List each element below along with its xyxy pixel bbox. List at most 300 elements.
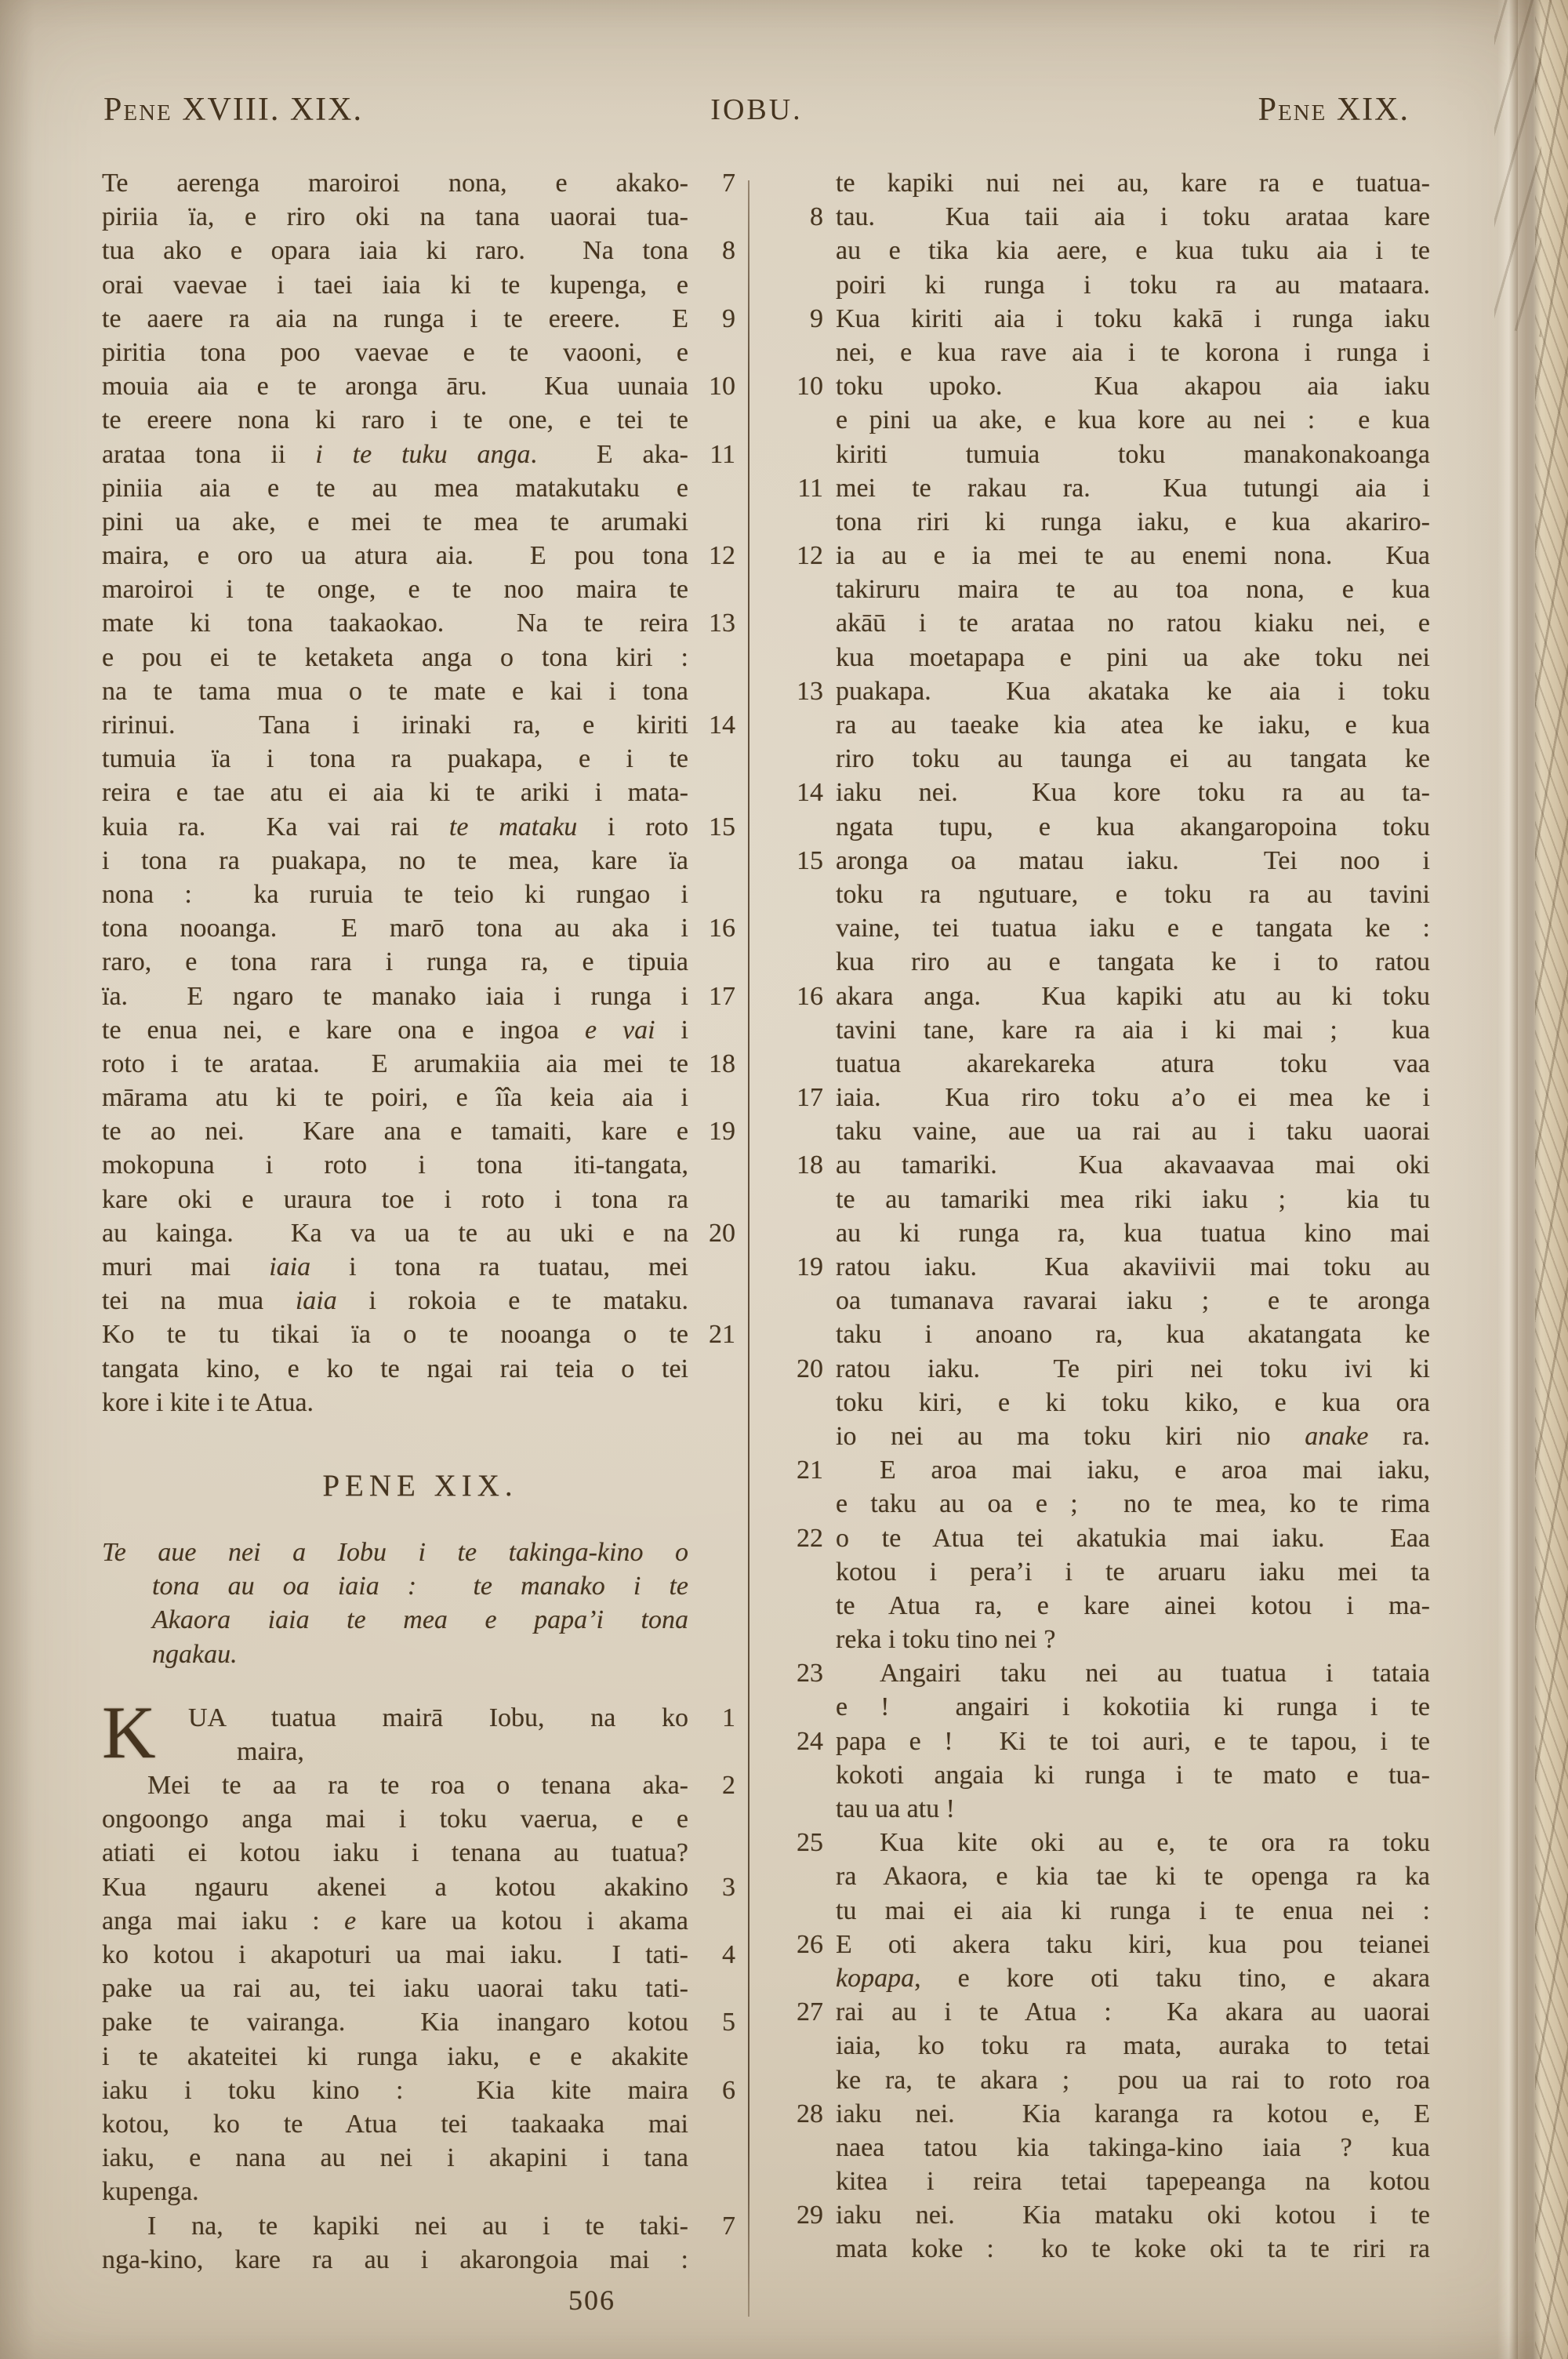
verse-text: kupenga. xyxy=(102,2177,199,2207)
verse-number: 3 xyxy=(722,1872,735,1902)
verse-text: nei, e kua rave aia i te korona i runga i xyxy=(836,337,1430,367)
verse-text: au tamariki. Kua akavaavaa mai oki xyxy=(836,1150,1430,1180)
text-line xyxy=(773,1995,1430,2029)
verse-number xyxy=(773,1894,836,1928)
text-line xyxy=(102,471,739,505)
text-line xyxy=(102,1768,739,1802)
verse-text: papa e ! Ki te toi auri, e te tapou, i te xyxy=(836,1726,1430,1756)
verse-text: iaia. Kua riro toku a’o ei mea ke i xyxy=(836,1083,1430,1113)
verse-number xyxy=(773,742,836,776)
text-line xyxy=(102,1250,739,1284)
verse-number xyxy=(688,1386,739,1419)
verse-number xyxy=(773,708,836,742)
verse-number xyxy=(688,641,739,674)
text-line xyxy=(773,1792,1430,1826)
verse-number xyxy=(688,776,739,809)
verse-number xyxy=(773,1183,836,1216)
verse-number xyxy=(688,1637,739,1671)
verse-text: kopapa, e kore oti taku tino, e akara xyxy=(836,1963,1430,1993)
verse-text: taku vaine, aue ua rai au i taku uaorai xyxy=(836,1117,1430,1147)
text-line xyxy=(773,1284,1430,1318)
text-line xyxy=(102,1114,739,1148)
verse-number: 15 xyxy=(709,812,735,841)
verse-text: kuia ra. Ka vai rai te mataku i roto xyxy=(102,812,688,841)
text-line xyxy=(773,606,1430,640)
text-line xyxy=(773,1081,1430,1114)
verse-number xyxy=(688,878,739,911)
verse-text: iaku i toku kino : Kia kite maira xyxy=(102,2075,688,2105)
verse-text: anga mai iaku : e kare ua kotou i akama xyxy=(102,1906,688,1936)
text-line xyxy=(102,742,739,776)
text-line xyxy=(773,369,1430,403)
verse-text: Ko te tu tikai ïa o te nooanga o te xyxy=(102,1320,688,1350)
verse-text: nona : ka ruruia te teio ki rungao i xyxy=(102,879,688,909)
text-line xyxy=(102,1284,739,1318)
text-line xyxy=(773,572,1430,606)
verse-text: oa tumanava ravarai iaku ; e te aronga xyxy=(836,1286,1430,1316)
verse-text: ngata tupu, e kua akangaropoina toku xyxy=(836,812,1430,841)
verse-text: e ! angairi i kokotiia ki runga i te xyxy=(836,1692,1430,1722)
verse-text: toku kiri, e ki toku kiko, e kua ora xyxy=(836,1387,1430,1417)
text-line xyxy=(773,302,1430,336)
verse-number xyxy=(773,2029,836,2063)
text-line xyxy=(102,1047,739,1081)
verse-text: Akaora iaia te mea e papa’i tona xyxy=(152,1605,688,1635)
verse-text: kare oki e uraura toe i roto i tona ra xyxy=(102,1184,688,1214)
text-line xyxy=(102,1701,739,1735)
verse-number xyxy=(688,2175,739,2208)
verse-number xyxy=(773,1419,836,1453)
verse-text: raro, e tona rara i runga ra, e tipuia xyxy=(102,947,688,977)
verse-number: 19 xyxy=(797,1252,823,1281)
verse-number xyxy=(688,1802,739,1836)
verse-number xyxy=(688,844,739,878)
text-line xyxy=(102,505,739,539)
text-line xyxy=(773,2063,1430,2097)
verse-text: na te tama mua o te mate e kai i tona xyxy=(102,676,688,706)
verse-number xyxy=(688,572,739,606)
verse-number: 22 xyxy=(797,1523,823,1553)
text-line xyxy=(773,641,1430,674)
verse-text: ngakau. xyxy=(152,1639,238,1669)
drop-cap-initial: K xyxy=(102,1690,156,1774)
text-line xyxy=(773,911,1430,945)
text-line xyxy=(102,572,739,606)
verse-text: piniia aia e te au mea matakutaku e xyxy=(102,473,688,503)
verse-number xyxy=(773,641,836,674)
verse-text: maira, e oro ua atura aia. E pou tona xyxy=(102,541,688,571)
verse-number xyxy=(688,1250,739,1284)
text-line xyxy=(773,234,1430,267)
verse-text: orai vaevae i taei iaia ki te kupenga, e xyxy=(102,270,688,300)
text-line xyxy=(102,1802,739,1836)
verse-text: pini ua ake, e mei te mea te arumaki xyxy=(102,507,688,536)
text-line xyxy=(773,810,1430,844)
text-line xyxy=(102,2243,739,2277)
verse-number xyxy=(688,1603,739,1637)
text-line xyxy=(773,1656,1430,1690)
verse-text: ongoongo anga mai i toku vaerua, e e xyxy=(102,1805,688,1834)
text-line xyxy=(773,742,1430,776)
text-line xyxy=(773,1352,1430,1386)
text-line xyxy=(773,1961,1430,1995)
verse-text: mei te rakau ra. Kua tutungi aia i xyxy=(836,473,1430,503)
verse-number xyxy=(773,1318,836,1351)
text-line xyxy=(773,1148,1430,1182)
chapter-19-verses-continued xyxy=(773,166,1430,2266)
verse-text: mouia aia e te aronga āru. Kua uunaia xyxy=(102,372,688,402)
text-line xyxy=(773,1928,1430,1961)
verse-text: rai au i te Atua : Ka akara au uaorai xyxy=(836,1997,1430,2027)
verse-number xyxy=(773,810,836,844)
verse-number xyxy=(773,1284,836,1318)
verse-number: 13 xyxy=(797,676,823,706)
verse-text: iaku nei. Kia mataku oki kotou i te xyxy=(836,2201,1430,2230)
text-line xyxy=(773,166,1430,200)
text-line xyxy=(773,1250,1430,1284)
verse-text: ra Akaora, e kia tae ki te openga ra ka xyxy=(836,1862,1430,1892)
verse-number: 19 xyxy=(709,1117,735,1147)
verse-text: Kua ngauru akenei a kotou akakino xyxy=(102,1872,688,1902)
verse-text: tua ako e opara iaia ki raro. Na tona xyxy=(102,236,688,266)
verse-text: tumuia ïa i tona ra puakapa, e i te xyxy=(102,744,688,774)
text-line xyxy=(773,708,1430,742)
verse-number xyxy=(773,2131,836,2165)
text-line xyxy=(773,1894,1430,1928)
verse-number xyxy=(688,336,739,369)
verse-text: e taku au oa e ; no te mea, ko te rima xyxy=(836,1489,1430,1519)
verse-number xyxy=(773,1758,836,1792)
verse-number: 21 xyxy=(709,1320,735,1350)
verse-number xyxy=(773,505,836,539)
text-line xyxy=(773,2131,1430,2165)
verse-text: Kua kite oki au e, te ora ra toku xyxy=(880,1828,1430,1858)
verse-text: tangata kino, e ko te ngai rai teia o tei xyxy=(102,1354,688,1383)
next-page-fore-edge xyxy=(1512,0,1568,2359)
verse-text: akara anga. Kua kapiki atu au ki toku xyxy=(836,981,1430,1011)
text-line xyxy=(102,1735,739,1768)
verse-text: tuatua akarekareka atura toku vaa xyxy=(836,1049,1430,1078)
verse-number xyxy=(773,2063,836,2097)
text-line xyxy=(102,878,739,911)
verse-number xyxy=(688,1972,739,2005)
verse-text: tona riri ki runga iaku, e kua akariro- xyxy=(836,507,1430,536)
verse-text: i te akateitei ki runga iaku, e e akakite xyxy=(102,2041,688,2071)
verse-text: ke ra, te akara ; pou ua rai to roto roa xyxy=(836,2065,1430,2095)
verse-number: 9 xyxy=(810,304,823,333)
verse-number: 1 xyxy=(722,1703,735,1732)
verse-number xyxy=(688,1352,739,1386)
text-line xyxy=(773,1318,1430,1351)
verse-number: 18 xyxy=(797,1150,823,1180)
verse-text: mokopuna i roto i tona iti-tangata, xyxy=(102,1150,688,1180)
text-line xyxy=(102,1569,739,1603)
text-line xyxy=(102,2141,739,2175)
verse-number xyxy=(773,438,836,471)
verse-number: 8 xyxy=(810,202,823,232)
verse-number: 29 xyxy=(797,2201,823,2230)
text-line xyxy=(102,166,739,200)
verse-text: Angairi taku nei au tuatua i tataia xyxy=(880,1659,1430,1688)
verse-text: te kapiki nui nei au, kare ra e tuatua- xyxy=(836,169,1430,198)
verse-number xyxy=(688,1148,739,1182)
text-line xyxy=(773,1859,1430,1893)
verse-text: te enua nei, e kare ona e ingoa e vai i xyxy=(102,1015,688,1045)
verse-number: 20 xyxy=(797,1354,823,1383)
verse-text: tona au oa iaia : te manako i te xyxy=(152,1572,688,1601)
verse-number xyxy=(773,572,836,606)
text-line xyxy=(773,200,1430,234)
text-line xyxy=(773,2097,1430,2131)
text-line xyxy=(773,268,1430,302)
text-line xyxy=(773,1555,1430,1589)
verse-number: 12 xyxy=(709,541,735,571)
verse-number xyxy=(773,403,836,437)
text-line xyxy=(102,1603,739,1637)
verse-text: o te Atua tei akatukia mai iaku. Eaa xyxy=(836,1523,1430,1553)
verse-text: te aaere ra aia na runga i te ereere. E xyxy=(102,304,688,333)
verse-number xyxy=(688,1904,739,1938)
verse-number: 25 xyxy=(797,1828,823,1858)
verse-number xyxy=(688,2040,739,2074)
verse-text: iaku nei. Kia karanga ra kotou e, E xyxy=(836,2099,1430,2128)
verse-number xyxy=(773,336,836,369)
verse-number: 21 xyxy=(797,1456,823,1485)
verse-text: arataa tona ii i te tuku anga. E aka- xyxy=(102,439,688,469)
text-line xyxy=(773,1690,1430,1724)
verse-number xyxy=(773,878,836,911)
verse-number xyxy=(773,606,836,640)
text-line xyxy=(773,1758,1430,1792)
verse-text: ratou iaku. Te piri nei toku ivi ki xyxy=(836,1354,1430,1383)
verse-text: puakapa. Kua akataka ke aia i toku xyxy=(836,676,1430,706)
fore-edge-top-texture xyxy=(1494,0,1541,337)
text-line xyxy=(773,980,1430,1013)
verse-text: aronga oa matau iaku. Tei noo i xyxy=(836,845,1430,875)
verse-text: ko kotou i akapoturi ua mai iaku. I tati- xyxy=(102,1940,688,1969)
text-line xyxy=(102,2074,739,2107)
verse-number: 14 xyxy=(797,778,823,808)
verse-text: E aroa mai iaku, e aroa mai iaku, xyxy=(880,1456,1430,1485)
verse-text: au ki runga ra, kua tuatua kino mai xyxy=(836,1218,1430,1248)
verse-number xyxy=(688,1536,739,1569)
text-line xyxy=(102,641,739,674)
verse-number xyxy=(773,1961,836,1995)
text-line xyxy=(102,2107,739,2141)
text-line xyxy=(773,438,1430,471)
text-line xyxy=(102,438,739,471)
text-line xyxy=(102,234,739,267)
text-line xyxy=(773,471,1430,505)
chapter-summary xyxy=(102,1536,739,1671)
text-line xyxy=(102,708,739,742)
verse-number xyxy=(773,1792,836,1826)
verse-number: 17 xyxy=(797,1083,823,1113)
verse-number xyxy=(688,471,739,505)
verse-text: mārama atu ki te poiri, e îîa keia aia i xyxy=(102,1083,688,1113)
text-line xyxy=(773,1183,1430,1216)
verse-number: 26 xyxy=(797,1929,823,1959)
verse-number xyxy=(688,674,739,708)
verse-number xyxy=(773,268,836,302)
verse-number xyxy=(688,1836,739,1870)
verse-number xyxy=(773,1690,836,1724)
verse-text: pake te vairanga. Kia inangaro kotou xyxy=(102,2008,688,2037)
chapter-18-verses xyxy=(102,166,739,1419)
verse-text: kotou, ko te Atua tei taakaaka mai xyxy=(102,2109,688,2139)
verse-text: iaku nei. Kua kore toku ra au ta- xyxy=(836,778,1430,808)
verse-text: poiri ki runga i toku ra au mataara. xyxy=(836,270,1430,300)
text-line xyxy=(773,2165,1430,2198)
verse-text: maira, xyxy=(237,1736,304,1766)
verse-text: iaku, e nana au nei i akapini i tana xyxy=(102,2143,688,2173)
text-line xyxy=(102,200,739,234)
verse-text: tavini tane, kare ra aia i ki mai ; kua xyxy=(836,1015,1430,1045)
verse-text: muri mai iaia i tona ra tuatau, mei xyxy=(102,1252,688,1281)
text-line xyxy=(773,1453,1430,1487)
verse-text: kotou i pera’i i te aruaru iaku mei ta xyxy=(836,1557,1430,1587)
verse-text: kua riro au e tangata ke i to ratou xyxy=(836,947,1430,977)
text-line xyxy=(102,2175,739,2208)
verse-number xyxy=(773,2232,836,2266)
text-line xyxy=(773,1047,1430,1081)
verse-text: piritia tona poo vaevae e te vaooni, e xyxy=(102,337,688,367)
text-line xyxy=(102,2040,739,2074)
verse-text: ra au taeake kia atea ke iaku, e kua xyxy=(836,711,1430,740)
verse-number: 20 xyxy=(709,1218,735,1248)
verse-number xyxy=(773,1047,836,1081)
verse-number xyxy=(688,1735,739,1768)
text-line xyxy=(773,674,1430,708)
verse-number xyxy=(688,945,739,979)
verse-text: piriia ïa, e riro oki na tana uaorai tua- xyxy=(102,202,688,232)
verse-text: atiati ei kotou iaku i tenana au tuatua? xyxy=(102,1838,688,1868)
verse-text: kua moetapapa e pini ua ake toku nei xyxy=(836,642,1430,672)
verse-number: 16 xyxy=(797,981,823,1011)
text-line xyxy=(102,1081,739,1114)
text-line xyxy=(773,1725,1430,1758)
verse-text: tona nooanga. E marō tona au aka i xyxy=(102,914,688,943)
text-line xyxy=(773,2232,1430,2266)
verse-text: mata koke : ko te koke oki ta te riri ra xyxy=(836,2234,1430,2264)
text-line xyxy=(102,369,739,403)
text-line xyxy=(102,1183,739,1216)
page-curl-crease xyxy=(1497,0,1518,2359)
text-line xyxy=(773,844,1430,878)
text-line xyxy=(773,1623,1430,1656)
verse-number xyxy=(688,2141,739,2175)
text-line xyxy=(102,674,739,708)
verse-number xyxy=(688,403,739,437)
verse-text: reira e tae atu ei aia ki te ariki i mata- xyxy=(102,778,688,808)
verse-text: io nei au ma toku kiri nio anake ra. xyxy=(836,1421,1430,1451)
verse-number: 15 xyxy=(797,845,823,875)
verse-number: 7 xyxy=(722,2211,735,2241)
text-line xyxy=(773,1114,1430,1148)
verse-text: reka i toku tino nei ? xyxy=(836,1625,1056,1655)
column-divider-rule xyxy=(748,180,750,2317)
verse-number: 28 xyxy=(797,2099,823,2128)
verse-text: mate ki tona taakaokao. Na te reira xyxy=(102,609,688,638)
chapter-19-verses xyxy=(102,1690,739,2277)
text-line xyxy=(102,2209,739,2243)
text-line xyxy=(102,911,739,945)
verse-text: tei na mua iaia i rokoia e te mataku. xyxy=(102,1286,688,1316)
verse-text: toku upoko. Kua akapou aia iaku xyxy=(836,372,1430,402)
verse-number xyxy=(773,1013,836,1047)
text-line xyxy=(102,1904,739,1938)
text-line xyxy=(102,1148,739,1182)
verse-number: 18 xyxy=(709,1049,735,1078)
verse-number xyxy=(688,1183,739,1216)
verse-text: UA tuatua mairā Iobu, na ko xyxy=(188,1703,688,1732)
verse-text: Te aue nei a Iobu i te takinga-kino o xyxy=(102,1537,688,1567)
text-line xyxy=(102,1870,739,1904)
verse-text: toku ra ngutuare, e toku ra au tavini xyxy=(836,879,1430,909)
verse-number xyxy=(688,268,739,302)
text-line xyxy=(102,1216,739,1250)
text-line xyxy=(102,810,739,844)
verse-text: riro toku au taunga ei au tangata ke xyxy=(836,744,1430,774)
verse-text: tu mai ei aia ki runga i te enua nei : xyxy=(836,1896,1430,1925)
verse-text: kiriti tumuia toku manakonakoanga xyxy=(836,439,1430,469)
verse-number: 4 xyxy=(722,1940,735,1969)
verse-number: 24 xyxy=(797,1726,823,1756)
fore-edge-text-texture xyxy=(1535,0,1568,2359)
verse-number: 23 xyxy=(797,1659,823,1688)
text-line xyxy=(773,878,1430,911)
verse-number: 8 xyxy=(722,236,735,266)
verse-text: takiruru maira te au toa nona, e kua xyxy=(836,575,1430,605)
text-line xyxy=(102,1352,739,1386)
verse-number xyxy=(773,234,836,267)
verse-text: i tona ra puakapa, no te mea, kare ïa xyxy=(102,845,688,875)
verse-number xyxy=(773,1589,836,1623)
verse-text: roto i te arataa. E arumakiia aia mei te xyxy=(102,1049,688,1078)
right-column xyxy=(773,166,1430,2266)
verse-number xyxy=(688,1284,739,1318)
text-line xyxy=(102,844,739,878)
verse-text: ia au e ia mei te au enemi nona. Kua xyxy=(836,541,1430,571)
verse-text: e pini ua ake, e kua kore au nei : e kua xyxy=(836,405,1430,435)
verse-number: 13 xyxy=(709,609,735,638)
chapter-heading: PENE XIX. xyxy=(322,1468,518,1503)
verse-number xyxy=(688,2107,739,2141)
verse-text: ratou iaku. Kua akaviivii mai toku au xyxy=(836,1252,1430,1281)
text-line xyxy=(102,606,739,640)
text-line xyxy=(102,1318,739,1351)
running-head xyxy=(103,91,1410,132)
verse-text: taku i anoano ra, kua akatangata ke xyxy=(836,1320,1430,1350)
verse-number xyxy=(688,2243,739,2277)
verse-text: iaia, ko toku ra mata, auraka to tetai xyxy=(836,2031,1430,2061)
verse-number xyxy=(688,742,739,776)
verse-text: au e tika kia aere, e kua tuku aia i te xyxy=(836,236,1430,266)
verse-text: vaine, tei tuatua iaku e e tangata ke : xyxy=(836,914,1430,943)
text-line xyxy=(773,945,1430,979)
verse-number: 10 xyxy=(797,372,823,402)
verse-text: maroiroi i te onge, e te noo maira te xyxy=(102,575,688,605)
verse-text: Kua kiriti aia i toku kakā i runga iaku xyxy=(836,304,1430,333)
text-line xyxy=(102,302,739,336)
verse-number: 5 xyxy=(722,2008,735,2037)
left-column xyxy=(102,166,739,2277)
page-number: 506 xyxy=(568,2284,615,2316)
verse-text: kore i kite i te Atua. xyxy=(102,1387,314,1417)
text-line xyxy=(102,1013,739,1047)
text-line xyxy=(773,2029,1430,2063)
verse-number: 10 xyxy=(709,372,735,402)
